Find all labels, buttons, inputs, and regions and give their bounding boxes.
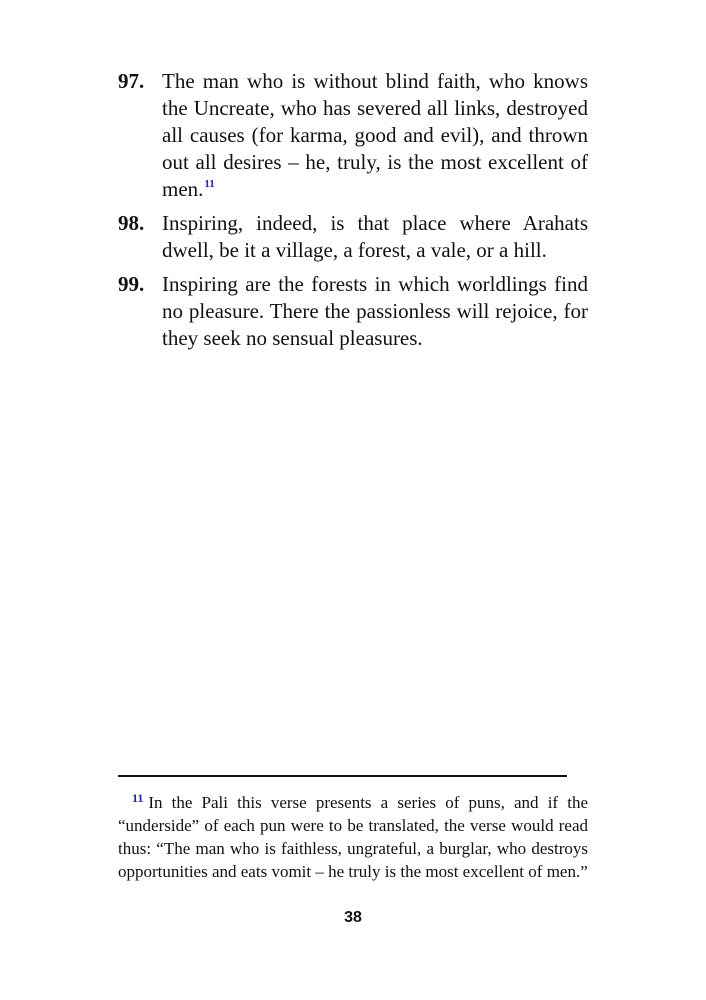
verse-98 [118, 210, 588, 264]
verse-number: 97. [118, 69, 145, 93]
verse-text-body: The man who is without blind faith, who knows the Uncreate, who has severed all links, destroyed all causes (for karma, good and evil), and thrown out all desires – he, truly, is the most excellent of men. [162, 69, 588, 201]
footnote-marker: 11 [132, 791, 144, 805]
verse-text: Inspiring are the forests in which worldlings find no pleasure. There the passionless will rejoice, for they seek no sensual pleasures. [162, 272, 588, 350]
verse-number: 99. [118, 272, 145, 296]
verse-list [118, 68, 588, 359]
footnote-separator [118, 775, 567, 777]
verse-number: 98. [118, 211, 145, 235]
verse-text: Inspiring, indeed, is that place where Arahats dwell, be it a village, a forest, a vale, or a hill. [162, 211, 588, 262]
footnote [118, 791, 588, 883]
page-number: 38 [344, 909, 362, 926]
footnote-text: In the Pali this verse presents a series of puns, and if the “underside” of each pun were to be translated, the verse would read thus: “The man who is faithless, ungrateful, a burglar, who destroys opportunities and eats vomit – he truly is the most excellent of men.” [118, 793, 588, 881]
footnote-reference-link[interactable]: 11 [204, 178, 215, 190]
verse-text [162, 68, 588, 203]
verse-99 [118, 271, 588, 352]
verse-97 [118, 68, 588, 203]
